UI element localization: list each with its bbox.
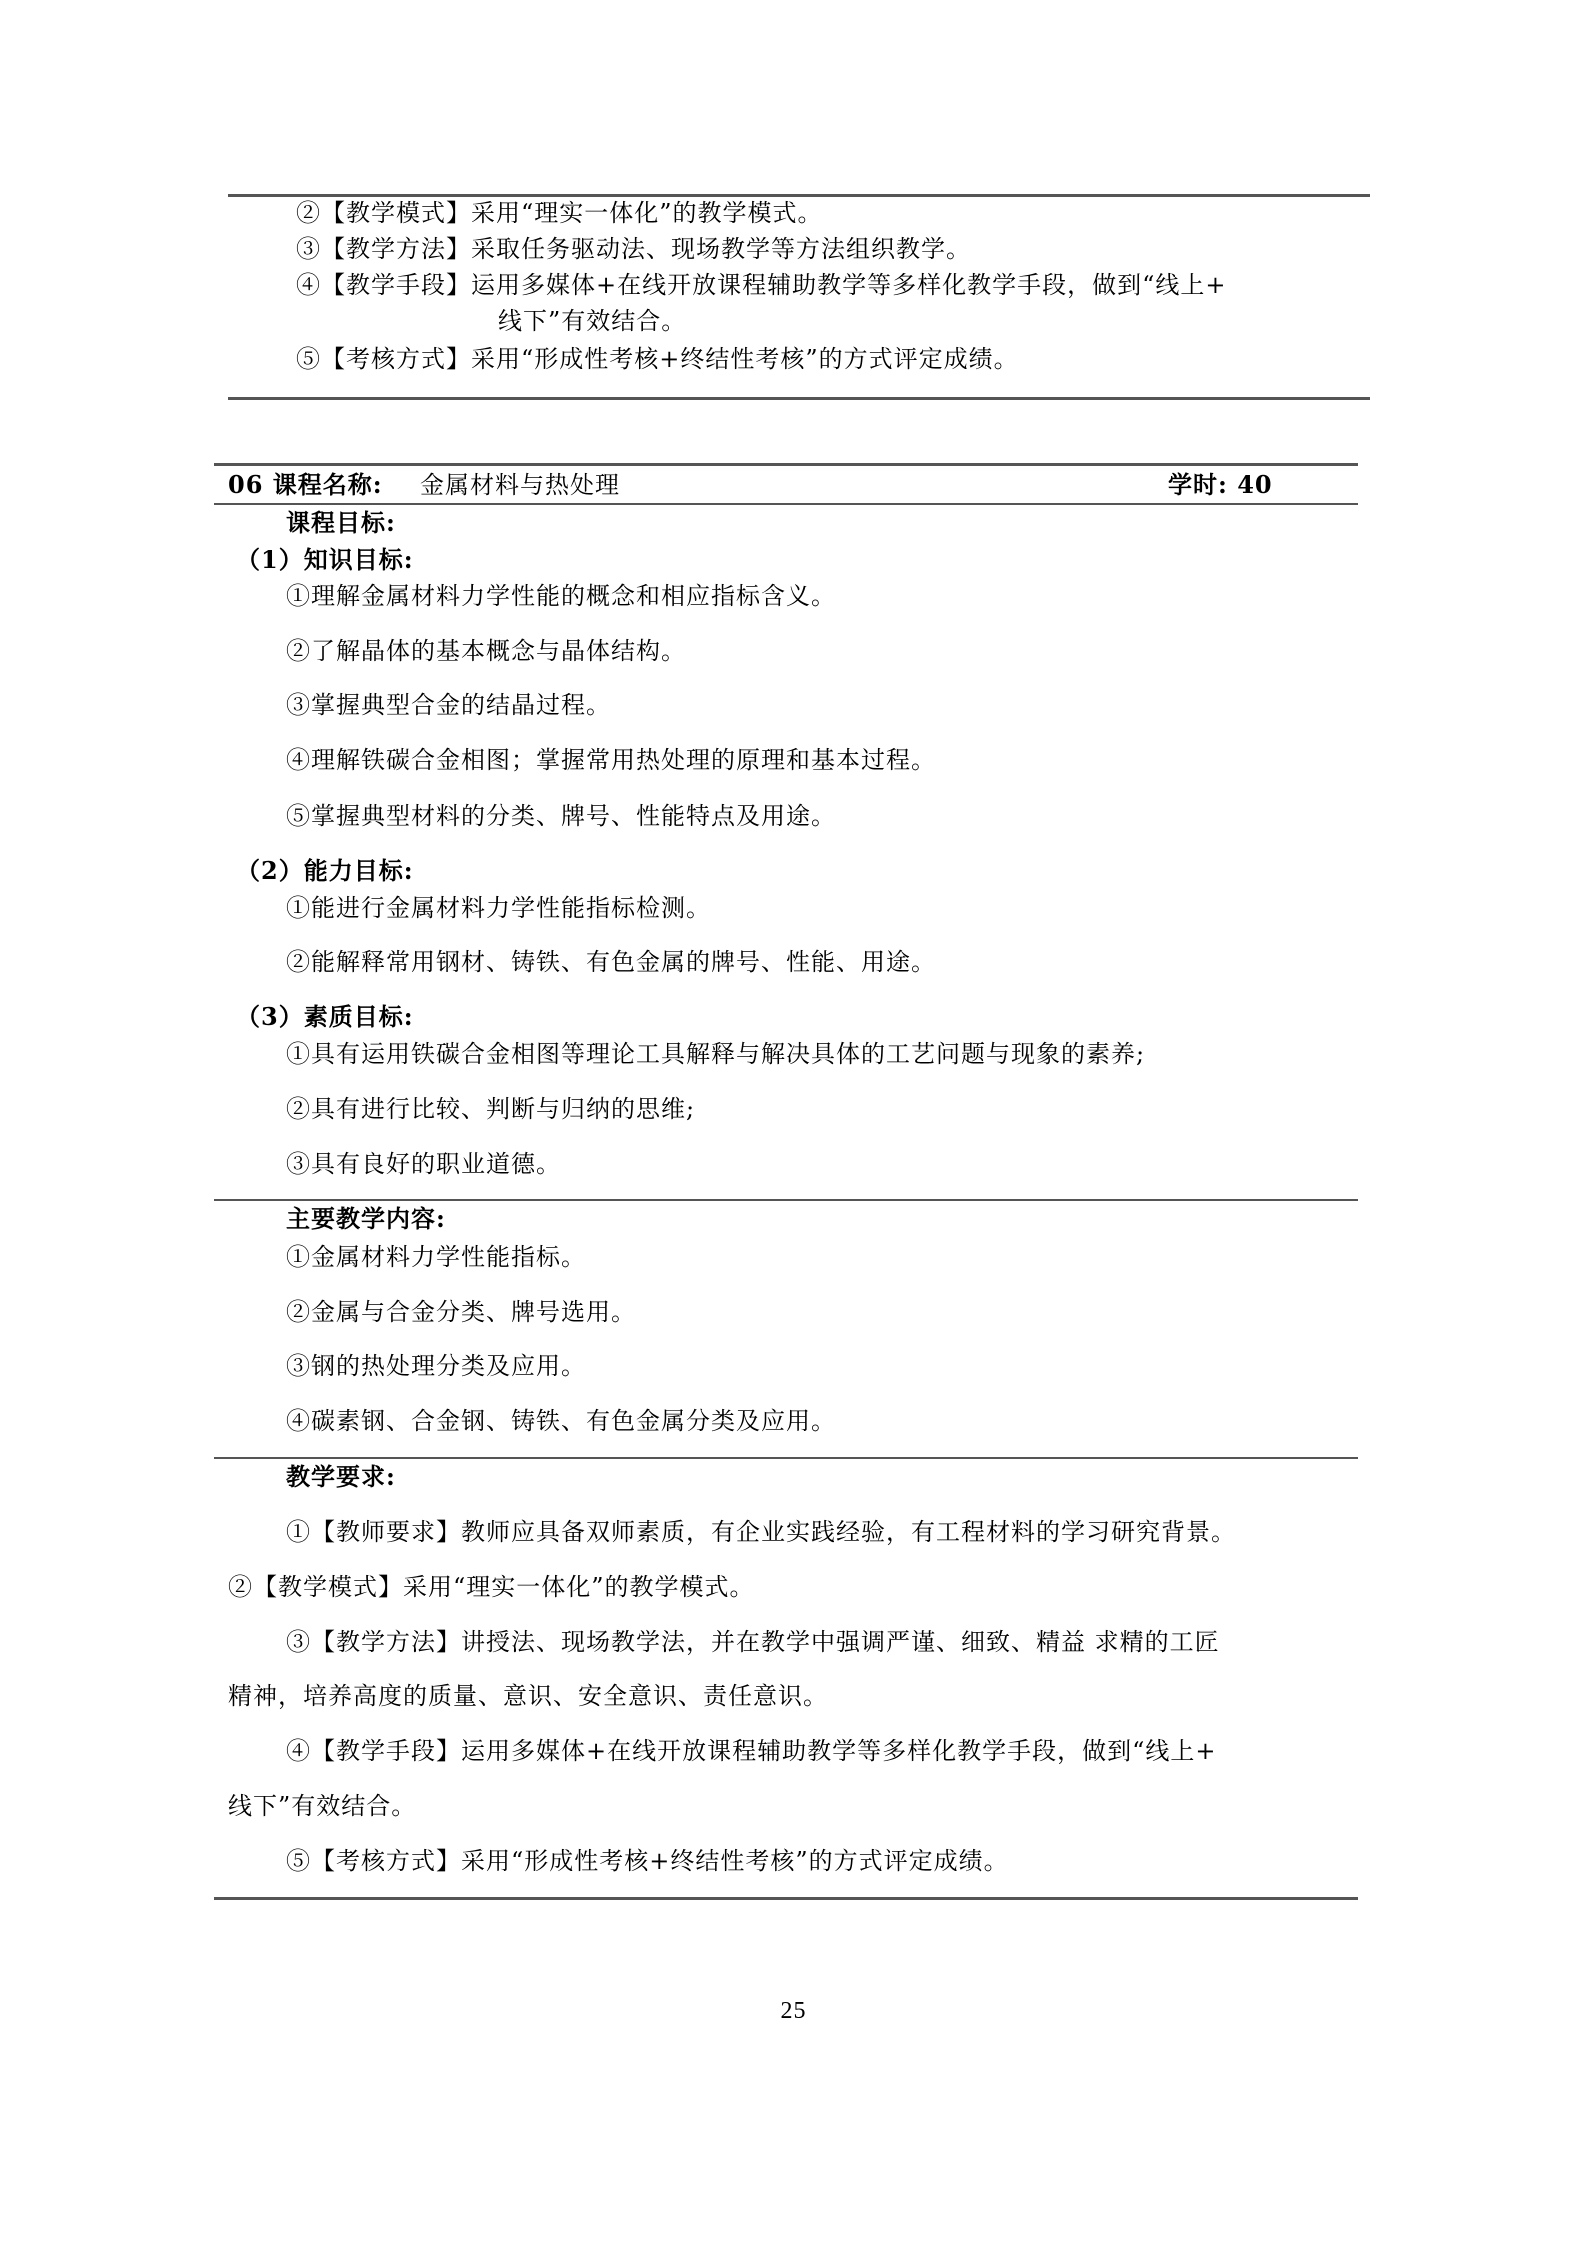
page-number: 25 bbox=[780, 1998, 807, 2024]
requirements-title: 教学要求: bbox=[286, 1462, 396, 1491]
quality-item: ②具有进行比较、判断与归纳的思维; bbox=[286, 1095, 696, 1123]
requirement-line: 线下”有效结合。 bbox=[228, 1792, 417, 1820]
content-item: ①金属材料力学性能指标。 bbox=[286, 1243, 586, 1271]
ability-item: ①能进行金属材料力学性能指标检测。 bbox=[286, 894, 711, 922]
requirement-line: ③【教学方法】讲授法、现场教学法，并在教学中强调严谨、细致、精益 求精的工匠 bbox=[286, 1628, 1220, 1656]
knowledge-objectives-title: （1）知识目标: bbox=[236, 545, 414, 574]
top-section-bottom-rule bbox=[228, 397, 1370, 400]
quality-item: ①具有运用铁碳合金相图等理论工具解释与解决具体的工艺问题与现象的素养; bbox=[286, 1040, 1146, 1068]
course-name: 金属材料与热处理 bbox=[420, 471, 620, 499]
knowledge-item: ⑤掌握典型材料的分类、牌号、性能特点及用途。 bbox=[286, 802, 836, 830]
course-hours: 学时: 40 bbox=[1168, 470, 1273, 499]
content-title: 主要教学内容: bbox=[286, 1204, 446, 1233]
knowledge-item: ④理解铁碳合金相图；掌握常用热处理的原理和基本过程。 bbox=[286, 746, 936, 774]
top-item-teaching-means-cont: 线下”有效结合。 bbox=[498, 307, 687, 335]
content-item: ③钢的热处理分类及应用。 bbox=[286, 1352, 586, 1380]
quality-objectives-title: （3）素质目标: bbox=[236, 1002, 414, 1031]
requirement-line: ②【教学模式】采用“理实一体化”的教学模式。 bbox=[228, 1573, 755, 1601]
requirements-bottom-rule bbox=[214, 1897, 1358, 1900]
knowledge-item: ③掌握典型合金的结晶过程。 bbox=[286, 691, 611, 719]
content-bottom-rule bbox=[214, 1457, 1358, 1459]
top-item-teaching-method: ③【教学方法】采取任务驱动法、现场教学等方法组织教学。 bbox=[296, 235, 971, 263]
requirement-line: ⑤【考核方式】采用“形成性考核+终结性考核”的方式评定成绩。 bbox=[286, 1847, 1009, 1875]
requirement-line: 精神，培养高度的质量、意识、安全意识、责任意识。 bbox=[228, 1682, 828, 1710]
course-header-top-rule bbox=[214, 463, 1358, 466]
knowledge-item: ①理解金属材料力学性能的概念和相应指标含义。 bbox=[286, 582, 836, 610]
quality-item: ③具有良好的职业道德。 bbox=[286, 1150, 561, 1178]
objectives-bottom-rule bbox=[214, 1199, 1358, 1201]
content-item: ②金属与合金分类、牌号选用。 bbox=[286, 1298, 636, 1326]
knowledge-item: ②了解晶体的基本概念与晶体结构。 bbox=[286, 637, 686, 665]
top-item-teaching-mode: ②【教学模式】采用“理实一体化”的教学模式。 bbox=[296, 199, 823, 227]
top-section-top-rule bbox=[228, 194, 1370, 197]
content-item: ④碳素钢、合金钢、铸铁、有色金属分类及应用。 bbox=[286, 1407, 836, 1435]
course-number-label: 06 课程名称: bbox=[228, 470, 383, 499]
requirement-line: ④【教学手段】运用多媒体+在线开放课程辅助教学等多样化教学手段，做到“线上+ bbox=[286, 1737, 1217, 1765]
objectives-title: 课程目标: bbox=[286, 508, 396, 537]
requirement-line: ①【教师要求】教师应具备双师素质，有企业实践经验，有工程材料的学习研究背景。 bbox=[286, 1518, 1236, 1546]
top-item-teaching-means: ④【教学手段】运用多媒体+在线开放课程辅助教学等多样化教学手段，做到“线上+ bbox=[296, 271, 1227, 299]
top-item-assessment: ⑤【考核方式】采用“形成性考核+终结性考核”的方式评定成绩。 bbox=[296, 345, 1019, 373]
course-header-bottom-rule bbox=[214, 503, 1358, 505]
ability-item: ②能解释常用钢材、铸铁、有色金属的牌号、性能、用途。 bbox=[286, 948, 936, 976]
ability-objectives-title: （2）能力目标: bbox=[236, 856, 414, 885]
